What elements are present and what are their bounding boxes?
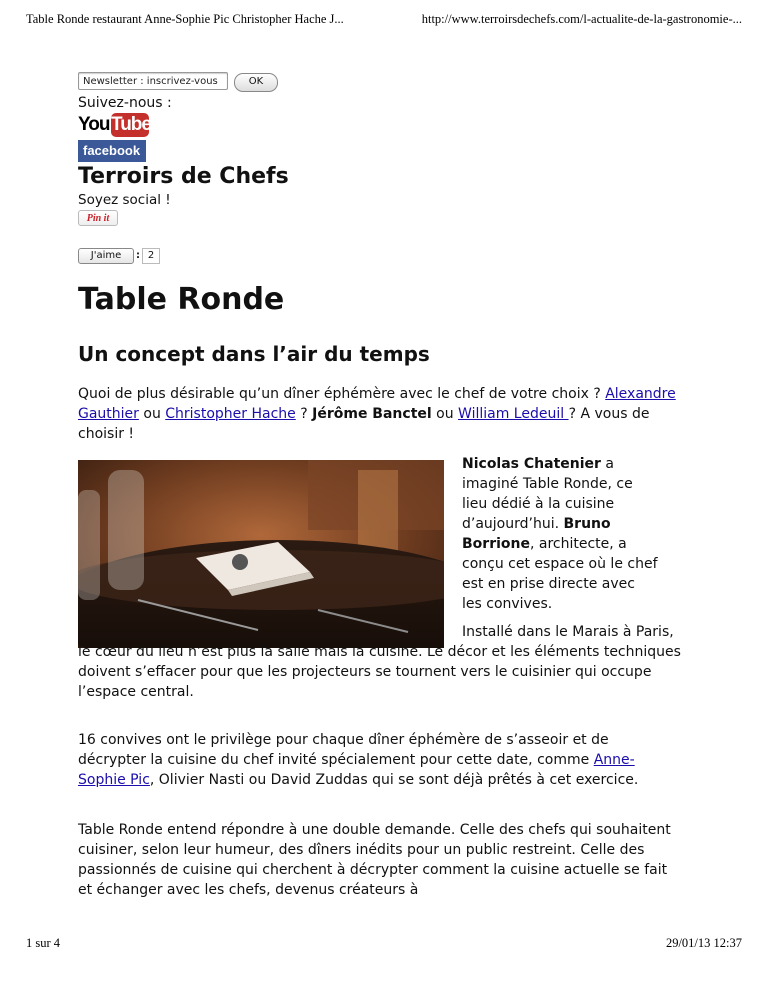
like-count: 2	[142, 248, 160, 264]
article-paragraph-3	[78, 730, 678, 790]
social-label: Soyez social !	[78, 192, 171, 208]
intro-bold-banctel: Jérôme Banctel	[312, 406, 432, 422]
print-page-number: 1 sur 4	[26, 936, 61, 950]
youtube-tube-text: Tube	[111, 114, 151, 135]
article-title: Table Ronde	[78, 282, 285, 317]
print-footer	[26, 936, 742, 954]
link-christopher-hache[interactable]: Christopher Hache	[165, 406, 296, 422]
article-intro	[78, 384, 678, 444]
restaurant-table-photo	[78, 460, 444, 648]
table-setting-image	[78, 460, 444, 648]
side-text-1: a imaginé Table Ronde, ce lieu dédié à la cuisine d’aujourd’hui.	[462, 456, 633, 532]
youtube-logo-link[interactable]	[78, 112, 150, 138]
paragraph-3-text-1: 16 convives ont le privilège pour chaque dîner éphémère de s’asseoir et de décrypter la cuisine du chef invité spécialement pour cette date, comme	[78, 732, 609, 768]
link-anne-sophie-pic[interactable]: Anne-Sophie Pic	[78, 752, 635, 788]
pinit-button[interactable]: Pin it	[78, 210, 118, 226]
print-datetime: 29/01/13 12:37	[665, 936, 742, 950]
intro-text-3: ?	[295, 406, 313, 422]
print-url: http://www.terroirsdechefs.com/l-actualite-de-la-gastronomie-...	[421, 12, 742, 26]
print-header	[26, 12, 742, 30]
article-side-paragraph	[462, 454, 658, 614]
link-alexandre-gauthier[interactable]: Alexandre Gauthier	[78, 386, 676, 422]
article-paragraph-2	[78, 622, 688, 702]
intro-text-4: ou	[431, 406, 459, 422]
facebook-logo-link[interactable]: facebook	[78, 140, 146, 162]
print-page-title: Table Ronde restaurant Anne-Sophie Pic Christopher Hache J...	[26, 12, 344, 26]
newsletter-input[interactable]: Newsletter : inscrivez-vous	[78, 72, 228, 90]
like-separator: :	[136, 250, 140, 261]
article-paragraph-4: Table Ronde entend répondre à une double demande. Celle des chefs qui souhaitent cuisiner, selon leur humeur, des dîners inédits pour un public restreint. Celle des passionnés de cuisine qui cherchent à décrypter comment la cuisine actuelle se fait et échanger avec les chefs, devenus créateurs à	[78, 822, 671, 898]
follow-label: Suivez-nous :	[78, 95, 172, 111]
newsletter-ok-button[interactable]: OK	[234, 73, 278, 92]
paragraph-2-text: Installé dans le Marais à Paris, le cœur du lieu n’est plus la salle mais la cuisine. Le décor et les éléments techniques doivent s’effacer pour que les projecteurs se tournent vers le cuisinier qui occupe l’espace central.	[78, 624, 681, 700]
side-text-2: , architecte, a conçu cet espace où le chef est en prise directe avec les convives.	[462, 536, 658, 612]
youtube-you-text: You	[78, 114, 110, 135]
side-bold-borrione: Bruno Borrione	[462, 516, 611, 552]
paragraph-3-text-2: , Olivier Nasti ou David Zuddas qui se sont déjà prêtés à cet exercice.	[149, 772, 639, 788]
side-bold-chatenier: Nicolas Chatenier	[462, 456, 601, 472]
intro-text-1: Quoi de plus désirable qu’un dîner éphémère avec le chef de votre choix ?	[78, 386, 606, 402]
like-button[interactable]: J'aime	[78, 248, 134, 264]
intro-text-2: ou	[138, 406, 166, 422]
intro-text-5: ? A vous de choisir !	[78, 406, 650, 442]
article-subtitle: Un concept dans l’air du temps	[78, 342, 430, 366]
link-william-ledeuil[interactable]: William Ledeuil	[458, 406, 569, 422]
site-title: Terroirs de Chefs	[78, 164, 289, 189]
